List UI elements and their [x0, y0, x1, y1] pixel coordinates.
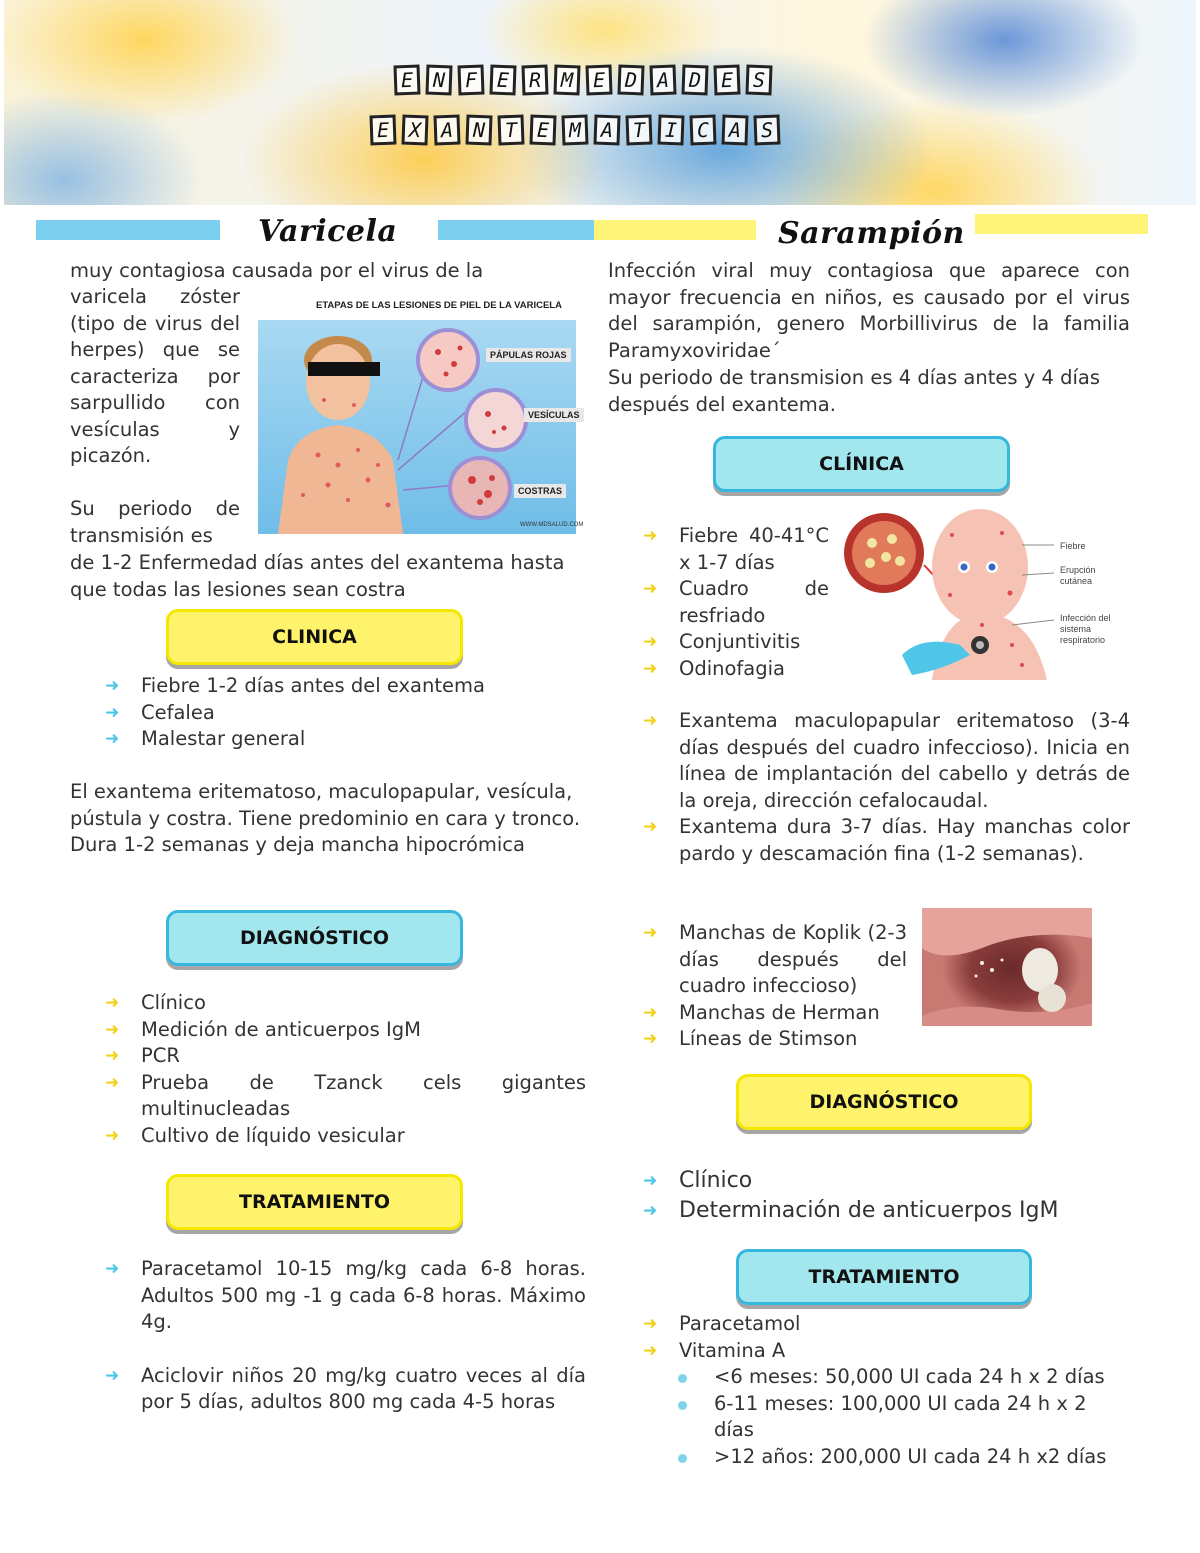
bar-right-yellow	[975, 214, 1148, 234]
sarampion-intro: Infección viral muy contagiosa que aparece con mayor frecuencia en niños, es causado por el virus del sarampión, genero Morbillivirus de la familia Paramyxoviridae´	[608, 259, 1130, 362]
title-letter-tile: S	[745, 65, 772, 96]
label-infeccion: Infección del sistema respiratorio	[1060, 613, 1111, 645]
baby-illustration	[842, 505, 1132, 680]
list-item: ➜ Odinofagia	[641, 656, 829, 683]
sarampion-tratamiento-list	[641, 1311, 1130, 1364]
sarampion-clinica-list-wide	[641, 708, 1130, 867]
sarampion-diagnostico-pill: DIAGNÓSTICO	[736, 1074, 1032, 1130]
varicela-tratamiento-list	[103, 1256, 586, 1416]
list-item: ➜ Aciclovir niños 20 mg/kg cuatro veces al día por 5 días, adultos 800 mg cada 4-5 horas	[103, 1363, 586, 1416]
list-item: ➜ Conjuntivitis	[641, 629, 829, 656]
bar-left-cyan	[36, 220, 220, 240]
sarampion-transmission: Su periodo de transmision es 4 días antes y 4 días después del exantema.	[608, 366, 1100, 416]
varicela-intro-top: muy contagiosa causada por el virus de la	[70, 259, 484, 282]
title-line-2	[370, 115, 780, 145]
vitamina-a-dosage-list	[674, 1364, 1114, 1470]
koplik-spots-image	[922, 908, 1092, 1026]
varicela-intro-side: varicela zóster (tipo de virus del herpes) que se caracteriza por sarpullido con vesículas y picazón.	[70, 285, 240, 467]
bar-mid-cyan	[438, 220, 594, 240]
list-item: ➜ Determinación de anticuerpos IgM	[641, 1196, 1130, 1226]
list-item: ➜ Fiebre 1-2 días antes del exantema	[103, 673, 586, 700]
list-item: ➜ Clínico	[641, 1166, 1130, 1196]
label-papulas: PÁPULAS ROJAS	[486, 348, 571, 362]
list-item: <6 meses: 50,000 UI cada 24 h x 2 días	[674, 1364, 1114, 1391]
title-letter-tile: F	[457, 65, 484, 96]
title-letter-tile: C	[689, 115, 716, 146]
sarampion-illustration	[842, 505, 1132, 680]
list-item: >12 años: 200,000 UI cada 24 h x2 días	[674, 1444, 1114, 1471]
list-item: ➜ Exantema maculopapular eritematoso (3-4 días después del cuadro infeccioso). Inicia en línea de implantación del cabello y detrás de la oreja, dirección cefalocaudal.	[641, 708, 1130, 814]
title-line-1	[394, 65, 772, 95]
title-letter-tile: N	[425, 65, 452, 96]
title-letter-tile: T	[497, 115, 524, 146]
list-item: ➜ Líneas de Stimson	[641, 1026, 907, 1053]
varicela-transmission: Su periodo de transmisión es	[70, 497, 240, 547]
title-letter-tile: T	[625, 115, 652, 146]
title-letter-tile: X	[401, 115, 428, 146]
watercolor-banner	[4, 0, 1196, 205]
title-letter-tile: I	[657, 115, 684, 146]
section-title-sarampion: Sarampión	[778, 216, 965, 251]
sarampion-clinica-list-bottom	[641, 920, 907, 1053]
varicela-diagnostico-list	[103, 990, 586, 1149]
list-item: ➜ Manchas de Koplik (2-3 días después del cuadro infeccioso)	[641, 920, 907, 1000]
sarampion-clinica-list-top	[641, 523, 829, 682]
title-letter-tile: E	[529, 115, 556, 146]
varicela-exantema-paragraph: El exantema eritematoso, maculopapular, vesícula, pústula y costra. Tiene predominio en cara y tronco. Dura 1-2 semanas y deja mancha hipocrómica	[70, 780, 581, 856]
list-item: ➜ Paracetamol 10-15 mg/kg cada 6-8 horas. Adultos 500 mg -1 g cada 6-8 horas. Máximo 4g.	[103, 1256, 586, 1336]
label-erupcion: Erupción cutánea	[1060, 565, 1096, 586]
bar-mid-yellow	[594, 220, 756, 240]
title-letter-tile: D	[681, 65, 708, 96]
list-item: ➜ Malestar general	[103, 726, 586, 753]
image-title: ETAPAS DE LAS LESIONES DE PIEL DE LA VARICELA	[316, 300, 562, 311]
list-item: 6-11 meses: 100,000 UI cada 24 h x 2 días	[674, 1391, 1114, 1444]
varicela-diagnostico-pill: DIAGNÓSTICO	[166, 910, 463, 966]
title-letter-tile: A	[721, 115, 748, 146]
title-letter-tile: M	[561, 115, 588, 146]
title-letter-tile: N	[465, 115, 492, 146]
list-item: ➜ Cuadro de resfriado	[641, 576, 829, 629]
list-item: ➜ Manchas de Herman	[641, 1000, 907, 1027]
list-item: ➜ Cefalea	[103, 700, 586, 727]
list-item: ➜ Fiebre 40-41°C x 1-7 días	[641, 523, 829, 576]
label-fiebre: Fiebre	[1060, 541, 1086, 551]
varicela-clinica-pill: CLINICA	[166, 609, 463, 665]
title-letter-tile: E	[489, 65, 516, 96]
varicela-clinica-list	[103, 673, 586, 753]
title-letter-tile: E	[393, 65, 420, 96]
image-source: WWW.MDSALUD.COM	[520, 522, 584, 528]
list-item: ➜ Vitamina A	[641, 1338, 1130, 1365]
sarampion-clinica-pill: CLÍNICA	[713, 436, 1010, 492]
list-item: ➜ Medición de anticuerpos IgM	[103, 1017, 586, 1044]
varicela-transmission-cont: de 1-2 Enfermedad días antes del exantema hasta que todas las lesiones sean costra	[70, 551, 565, 601]
title-letter-tile: R	[521, 65, 548, 96]
title-letter-tile: M	[553, 65, 580, 96]
sarampion-diagnostico-list	[641, 1166, 1130, 1226]
list-item: ➜ Cultivo de líquido vesicular	[103, 1123, 586, 1150]
title-letter-tile: A	[593, 115, 620, 146]
title-letter-tile: A	[433, 115, 460, 146]
title-letter-tile: S	[753, 115, 780, 146]
list-item: ➜ Exantema dura 3-7 días. Hay manchas color pardo y descamación fina (1-2 semanas).	[641, 814, 1130, 867]
label-vesiculas: VESÍCULAS	[524, 408, 584, 422]
list-item: ➜ Paracetamol	[641, 1311, 1130, 1338]
section-title-varicela: Varicela	[258, 214, 398, 249]
mouth-illustration	[922, 908, 1092, 1026]
list-item: ➜ Clínico	[103, 990, 586, 1017]
title-letter-tile: A	[649, 65, 676, 96]
list-item: ➜ PCR	[103, 1043, 586, 1070]
title-letter-tile: E	[369, 115, 396, 146]
title-letter-tile: D	[617, 65, 644, 96]
varicela-tratamiento-pill: TRATAMIENTO	[166, 1174, 463, 1230]
sarampion-tratamiento-pill: TRATAMIENTO	[736, 1249, 1032, 1305]
title-letter-tile: E	[713, 65, 740, 96]
label-costras: COSTRAS	[514, 484, 566, 498]
title-letter-tile: E	[585, 65, 612, 96]
varicela-stages-image	[258, 290, 584, 534]
list-item: ➜ Prueba de Tzanck cels gigantes multinucleadas	[103, 1070, 586, 1123]
